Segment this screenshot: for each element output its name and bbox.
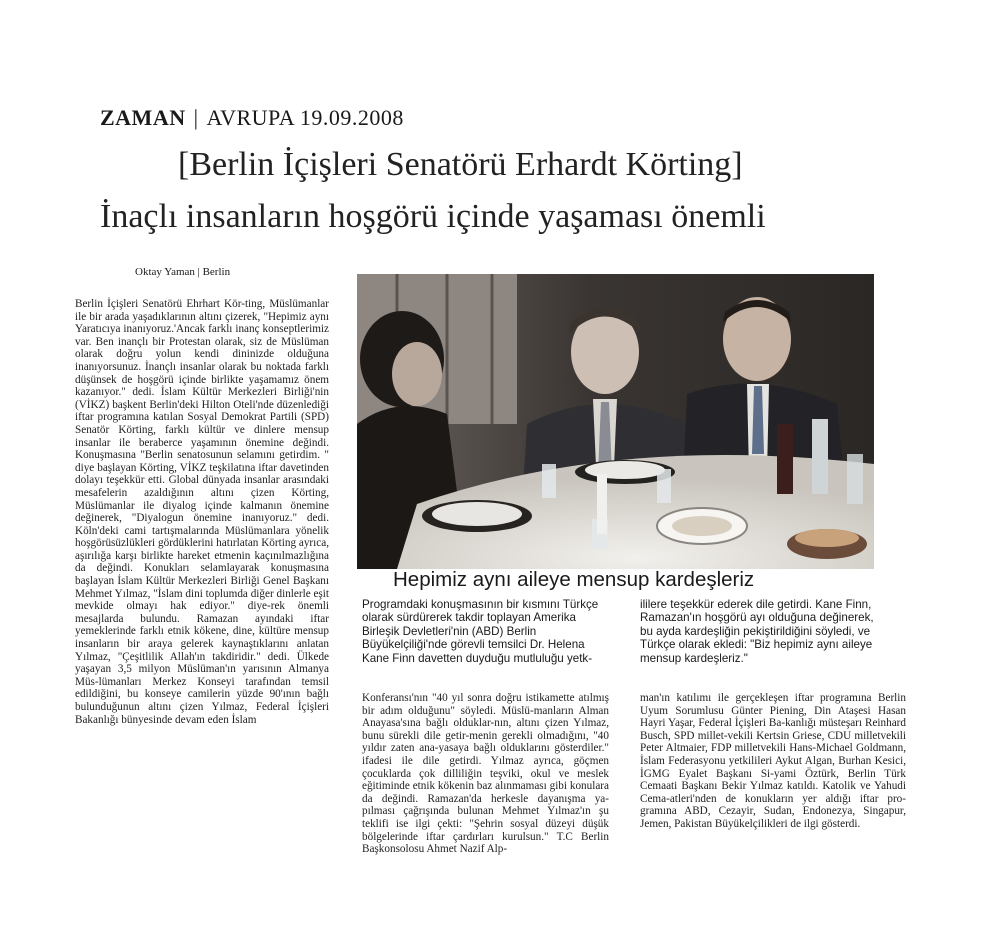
photo-dinner-table xyxy=(357,274,874,569)
edition-date: AVRUPA 19.09.2008 xyxy=(206,105,404,130)
caption-text-left: Programdaki konuşmasının bir kısmını Türkçe olarak sürdürerek takdir toplayan Amerika Birleşik Devletleri'nin (ABD) Berlin Büyükelçiliği'nde görevli temsilci Dr. Helena Kane Finn davetten duyduğu mutluluğu yetk- xyxy=(362,598,599,665)
masthead xyxy=(100,105,404,131)
article-column-2: Konferansı'nın "40 yıl sonra doğru istikamette atılmış bir adım olduğunu" söyledi. Müslü-manların Alman Anayasa'sına bağlı olduklar-nın, altını çizen Yılmaz, bunu sürekli dile getir-menin gerekli olmadığını, "40 yıldır zaten ana-yasaya bağlı olduklarını gösterdiler." ifadesi ile dile getirdi. Yılmaz ayrıca, göçmen çocuklarda çok dilliliğin teşviki, okul ve meslek eğitiminde etnik kökenin baz alınmaması gibi konulara da değindi. Ramazan'da herkesle dayanışma ya-pılması çağrışında bulunan Mehmet Yılmaz'ın şu teklifi ise ilgi çekti: "Şehrin sosyal düzeyi düşük bölgelerinde iftar çardırları kurulsun." T.C Berlin Başkonsolosu Ahmet Nazif Alp- xyxy=(362,692,609,856)
newspaper-name: ZAMAN xyxy=(100,105,186,130)
headline-line-2: İnaçlı insanların hoşgörü içinde yaşaması önemli xyxy=(100,198,766,235)
article-column-1: Berlin İçişleri Senatörü Ehrhart Kör-ting, Müslümanlar ile bir arada yaşadıklarının altını çizerek, "Hepimiz aynı Yaratıcıya inanıyoruz.'Ancak farklı inanç konseptlerimiz var. Ben inançlı bir Protestan olarak, siz de Müslüman olarak doğru yolun kendi dininizde olduğuna inanıyorsunuz. İnançlı insanlar olarak bu noktada farklı düşünsek de hoşgörü içinde birlikte yaşamamız önem kazanıyor." dedi. İslam Kültür Merkezleri Birliği'nin (VİKZ) başkent Berlin'deki Hilton Oteli'nde düzenlediği iftar programına katılan Sosyal Demokrat Partili (SPD) Senatör Körting, farklı kültür ve dinlere mensup insanlar ile beraberce yaşamının önemine değindi. Konuşmasına "Berlin senatosunun selamını getirdim. " diye başlayan Körting, VİKZ teşkilatına iftar davetinden dolayı teşekkür etti. Global dünyada insanlar arasındaki mesafelerin azaldığının altını çizen Körting, Müslümanlar ile diyalog içinde kalmanın önemine değinerek, "Diyalogun önemine inanıyoruz." dedi. Köln'deki cami tartışmalarında Müslümanlara yönelik hoşgörüsüzlükleri gördüklerini hatırlatan Körting ayrıca, aşırılığa karşı birlikte hareket etmenin kaçınılmazlığına da değindi. Konukları selamlayarak konuşmasına başlayan İslam Kültür Merkezleri Birliği Genel Başkanı Mehmet Yılmaz, "İslam dini toplumda diğer dinlerle eşit mevkide olmayı hak ediyor." diye-rek önemli mesajlarda bulundu. Ramazan ayındaki iftar yemeklerinde farklı etnik kökene, dine, kültüre mensup insanların bir araya gelerek kaynaştıklarını anlatan Yılmaz, "Çeşitlilik Allah'ın takdiridir." dedi. Ülkede yaşayan 3,5 milyon Müslüman'ın yarısının Almanya Müs-lümanları Merkez Konseyi tarafından temsil edildiğini, bu konseye camilerin yüzde 90'ının bağlı bulunduğunun altını çizen Yılmaz, Federal İçişleri Bakanlığı bünyesinde devam eden İslam xyxy=(75,298,329,726)
article-column-3: man'ın katılımı ile gerçekleşen iftar programına Berlin Uyum Sorumlusu Günter Piening, Din Ataşesi Hasan Hayri Yaşar, Federal İçişleri Ba-kanlığı müsteşarı Reinhard Busch, SPD millet-vekili Kertsin Griese, CDU milletvekili Peter Altmaier, FDP milletvekili Hans-Michael Goldmann, İslam Federasyonu yetkilileri Aykut Algan, Burhan Kesici, İGMG Eyalet Başkanı Si-yami Öztürk, Berlin Türk Cemaati Başkanı Bekir Yılmaz katıldı. Katolik ve Yahudi Cema-atleri'nden de konukların yer aldığı iftar pro-gramına ABD, Cezayir, Sudan, Endonezya, Singapur, Jemen, Pakistan Büyükelçilikleri de ilgi gösterdi. xyxy=(640,692,906,830)
caption-text-right: ililere teşekkür ederek dile getirdi. Kane Finn, Ramazan'ın hoşgörü ayı olduğuna değinerek, bu ayda kardeşliğin pekiştirildiğini söyledi, ve Türkçe olarak ekledi: "Biz hepimiz aynı aileye mensup kardeşleriz." xyxy=(640,598,874,665)
headline-line-1: [Berlin İçişleri Senatörü Erhardt Körting] xyxy=(178,146,743,183)
photo-image xyxy=(357,274,874,569)
masthead-separator: | xyxy=(193,105,199,130)
byline: Oktay Yaman | Berlin xyxy=(135,266,231,278)
caption-title: Hepimiz aynı aileye mensup kardeşleriz xyxy=(393,568,755,591)
